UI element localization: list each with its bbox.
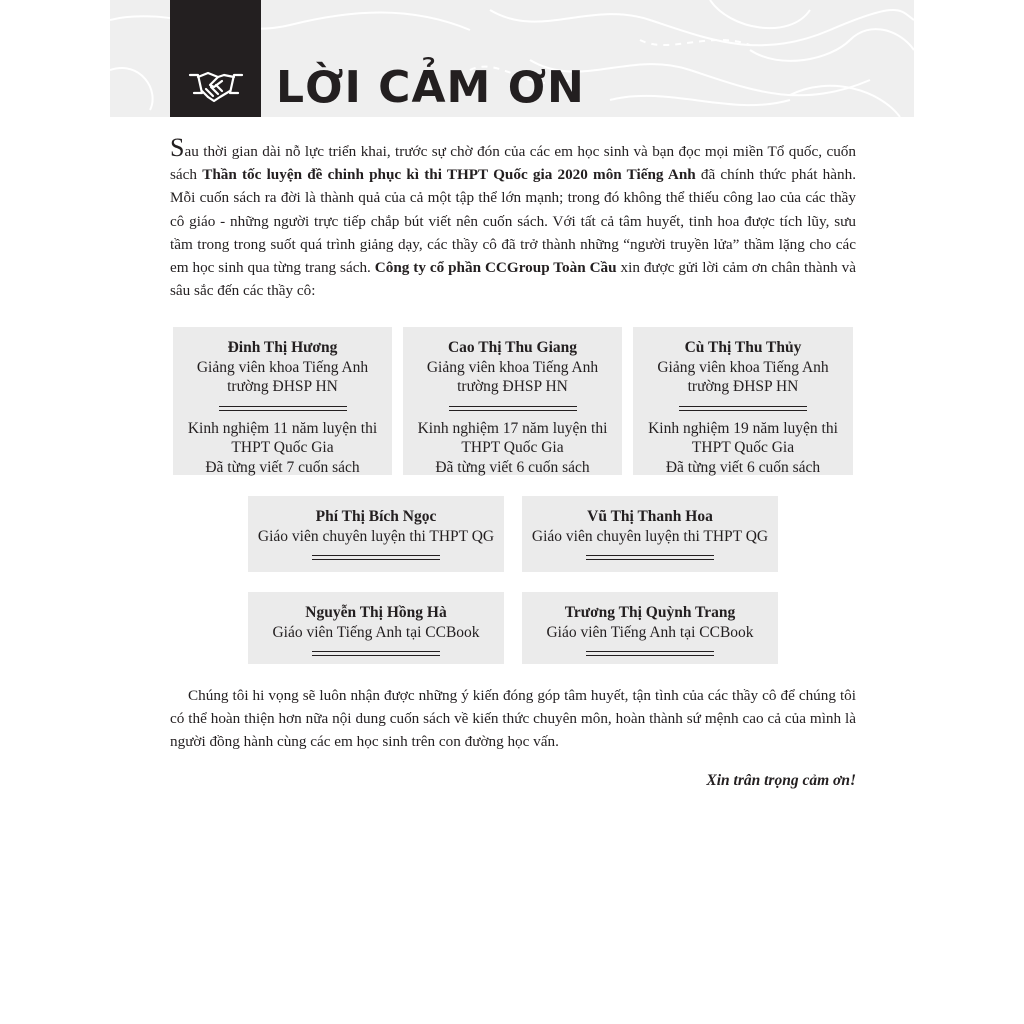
divider (312, 651, 440, 656)
teacher-role: Giảng viên khoa Tiếng Anh (196, 358, 369, 376)
drop-cap: S (170, 133, 185, 162)
divider (312, 555, 440, 560)
teacher-experience: THPT Quốc Gia (691, 439, 795, 456)
teacher-card (403, 327, 622, 475)
intro-text-3: xin được gửi lời cảm ơn chân thành và sâu sắc đến các thầy cô: (170, 259, 857, 300)
teacher-books: Đã từng viết 7 cuốn sách (205, 458, 360, 476)
teacher-role: Giáo viên chuyên luyện thi THPT QG (531, 527, 769, 545)
teacher-name: Vũ Thị Thanh Hoa (587, 508, 713, 525)
company-name: Công ty cổ phần CCGroup Toàn Cầu (374, 259, 617, 277)
intro-text-1: au thời gian dài nỗ lực triển khai, trước sự chờ đón của các em học sinh và bạn đọc mọi miền Tổ quốc, cuốn sách (170, 143, 856, 184)
divider (219, 406, 347, 411)
teacher-experience: Kinh nghiệm 17 năm luyện thi (417, 419, 608, 437)
teacher-name: Cao Thị Thu Giang (447, 339, 578, 356)
teacher-name: Nguyễn Thị Hồng Hà (305, 604, 447, 621)
teacher-role: Giáo viên chuyên luyện thi THPT QG (257, 527, 495, 545)
teacher-name: Đinh Thị Hương (227, 339, 338, 356)
divider (586, 555, 714, 560)
teacher-experience: Kinh nghiệm 11 năm luyện thi (187, 419, 378, 437)
teacher-role: trường ĐHSP HN (457, 378, 568, 395)
teacher-books: Đã từng viết 6 cuốn sách (435, 458, 590, 476)
teacher-role: trường ĐHSP HN (227, 378, 338, 395)
teacher-name: Trương Thị Quỳnh Trang (564, 604, 736, 621)
divider (679, 406, 807, 411)
teacher-experience: THPT Quốc Gia (461, 439, 564, 456)
divider (449, 406, 577, 411)
closing-paragraph: Chúng tôi hi vọng sẽ luôn nhận được những ý kiến đóng góp tâm huyết, tận tình của các thầy cô để chúng tôi có thể hoàn thiện hơn nữa nội dung cuốn sách về kiến thức chuyên môn, hoàn thành sứ mệnh cao cả của mình là người đồng hành cùng các em học sinh trên con đường học vấn. (170, 687, 856, 751)
teacher-role: Giáo viên Tiếng Anh tại CCBook (272, 623, 480, 641)
intro-text-2: đã chính thức phát hành. Mỗi cuốn sách ra đời là thành quả của cả một tập thể lớn mạnh; trong đó không thể thiếu công lao của các thầy cô giáo - những người trực tiếp chắp bút viết nên cuốn sách. Với tất cả tâm huyết, tinh hoa được tích lũy, sưu tầm trong trong suốt quá trình giảng dạy, các thầy cô đã trở thành những “người truyền lửa” thầm lặng cho các em học sinh qua từng trang sách. (170, 166, 856, 277)
book-title: Thần tốc luyện đề chinh phục kì thi THPT Quốc gia 2020 môn Tiếng Anh (202, 166, 696, 184)
teacher-name: Cù Thị Thu Thủy (684, 339, 802, 356)
teacher-books: Đã từng viết 6 cuốn sách (665, 458, 821, 476)
divider (586, 651, 714, 656)
teacher-experience: THPT Quốc Gia (231, 439, 334, 456)
teacher-card (248, 496, 504, 572)
teacher-role: Giảng viên khoa Tiếng Anh (426, 358, 599, 376)
teacher-role: trường ĐHSP HN (687, 378, 799, 395)
teacher-role: Giảng viên khoa Tiếng Anh (657, 358, 829, 376)
signoff: Xin trân trọng cảm ơn! (706, 772, 856, 789)
handshake-icon (188, 67, 244, 107)
teacher-card (633, 327, 853, 475)
teacher-card (248, 592, 504, 664)
teacher-experience: Kinh nghiệm 19 năm luyện thi (648, 419, 838, 437)
teacher-name: Phí Thị Bích Ngọc (315, 508, 437, 525)
teacher-card (173, 327, 392, 475)
teacher-card (522, 496, 778, 572)
intro-paragraph (170, 133, 857, 302)
teacher-role: Giáo viên Tiếng Anh tại CCBook (546, 623, 754, 641)
icon-box (170, 0, 261, 117)
teacher-card (522, 592, 778, 664)
page-title: LỜI CẢM ƠN (276, 62, 585, 113)
